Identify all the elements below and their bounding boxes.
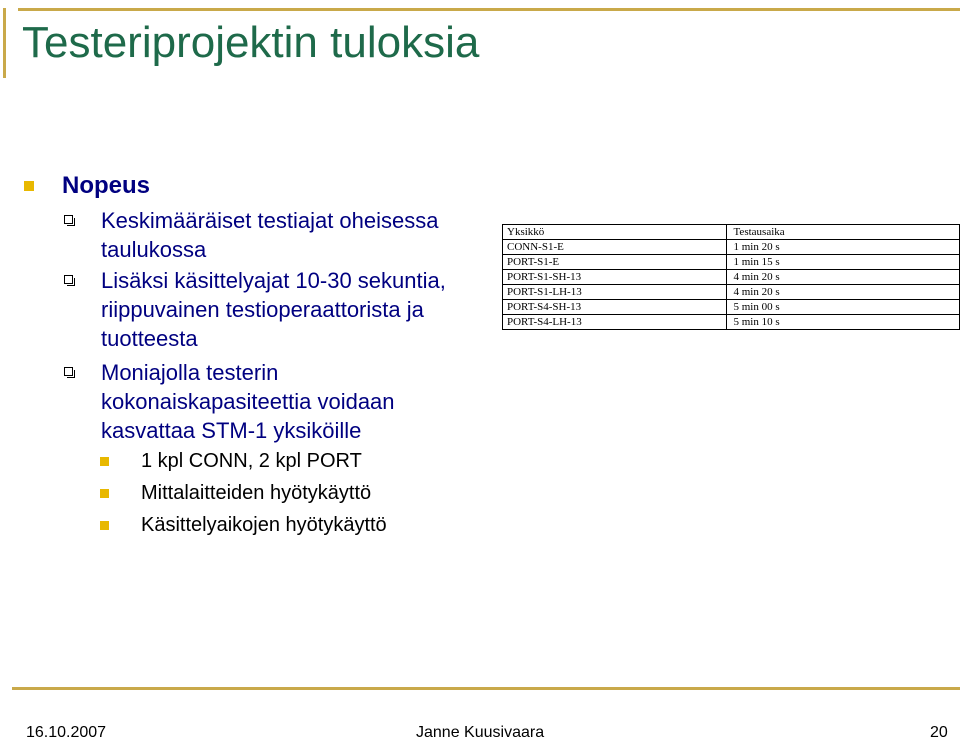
table-row bbox=[503, 315, 960, 330]
footer-page-number: 20 bbox=[930, 724, 948, 741]
section-heading: Nopeus bbox=[62, 172, 151, 199]
table-cell: PORT-S1-E bbox=[503, 255, 727, 270]
bullet-item-3 bbox=[64, 358, 395, 445]
bullet-line: kokonaiskapasiteettia voidaan bbox=[101, 389, 395, 414]
section-bullet bbox=[24, 172, 150, 200]
footer-date: 16.10.2007 bbox=[26, 724, 107, 741]
table-cell: PORT-S4-SH-13 bbox=[503, 300, 727, 315]
footer-divider bbox=[12, 687, 960, 690]
accent-line-top bbox=[18, 8, 960, 11]
table-cell: 4 min 20 s bbox=[727, 270, 960, 285]
table-row bbox=[503, 300, 960, 315]
square-bullet-icon bbox=[100, 489, 109, 498]
table-row bbox=[503, 240, 960, 255]
table-cell: 5 min 00 s bbox=[727, 300, 960, 315]
table-row bbox=[503, 270, 960, 285]
table-cell: 4 min 20 s bbox=[727, 285, 960, 300]
hollow-square-bullet-icon bbox=[64, 215, 73, 224]
bullet-item-1 bbox=[64, 206, 439, 264]
bullet-line: Moniajolla testerin bbox=[101, 360, 279, 385]
table-row bbox=[503, 285, 960, 300]
table-row bbox=[503, 255, 960, 270]
table-cell: PORT-S1-SH-13 bbox=[503, 270, 727, 285]
square-bullet-icon bbox=[24, 181, 34, 191]
sub-bullet-3: Käsittelyaikojen hyötykäyttö bbox=[100, 514, 387, 537]
table-cell: PORT-S1-LH-13 bbox=[503, 285, 727, 300]
table-cell: CONN-S1-E bbox=[503, 240, 727, 255]
bullet-line: tuotteesta bbox=[101, 326, 198, 351]
bullet-line: Lisäksi käsittelyajat 10-30 sekuntia, bbox=[101, 268, 446, 293]
bullet-line: kasvattaa STM-1 yksiköille bbox=[101, 418, 362, 443]
test-times-table bbox=[502, 224, 960, 330]
bullet-line: riippuvainen testioperaattorista ja bbox=[101, 297, 424, 322]
hollow-square-bullet-icon bbox=[64, 367, 73, 376]
table-header-row bbox=[503, 225, 960, 240]
square-bullet-icon bbox=[100, 521, 109, 530]
table-cell: 1 min 20 s bbox=[727, 240, 960, 255]
slide-title: Testeriprojektin tuloksia bbox=[22, 18, 480, 67]
sub-bullet-2: Mittalaitteiden hyötykäyttö bbox=[100, 482, 371, 505]
sub-bullet-1: 1 kpl CONN, 2 kpl PORT bbox=[100, 450, 362, 473]
table-cell: 1 min 15 s bbox=[727, 255, 960, 270]
table-cell: PORT-S4-LH-13 bbox=[503, 315, 727, 330]
table-header-cell: Yksikkö bbox=[503, 225, 727, 240]
bullet-item-2 bbox=[64, 266, 446, 353]
bullet-line: Keskimääräiset testiajat oheisessa bbox=[101, 208, 439, 233]
hollow-square-bullet-icon bbox=[64, 275, 73, 284]
bullet-line: taulukossa bbox=[101, 237, 207, 262]
accent-line-vertical bbox=[3, 8, 6, 78]
table-header-cell: Testausaika bbox=[727, 225, 960, 240]
footer-author: Janne Kuusivaara bbox=[416, 724, 545, 741]
square-bullet-icon bbox=[100, 457, 109, 466]
table-cell: 5 min 10 s bbox=[727, 315, 960, 330]
